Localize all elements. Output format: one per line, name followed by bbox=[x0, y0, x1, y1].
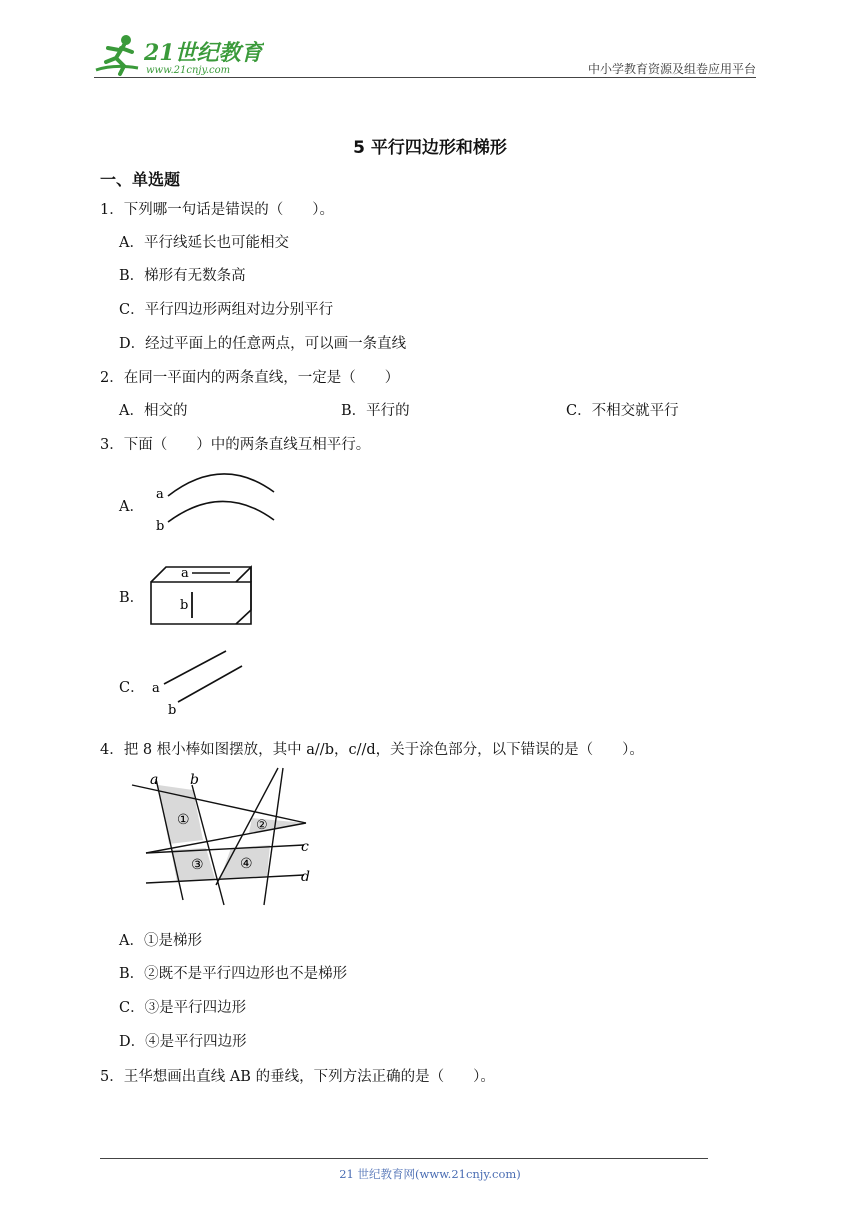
site-logo bbox=[94, 30, 264, 78]
question-2-stem: 2．在同一平面内的两条直线，一定是（ ） bbox=[100, 370, 400, 386]
question-1-option-a[interactable]: A．平行线延长也可能相交 bbox=[119, 235, 289, 251]
fig-b-label-a: a bbox=[181, 566, 189, 581]
question-2-option-c[interactable]: C．不相交就平行 bbox=[566, 403, 679, 419]
fig4-label-b: b bbox=[190, 772, 199, 788]
fig-a-label-a: a bbox=[156, 487, 164, 502]
figure-curved-lines bbox=[150, 462, 280, 534]
fig4-label-c: c bbox=[301, 839, 309, 855]
logo-text: 21世纪教育 bbox=[144, 40, 263, 66]
question-1-stem: 1．下列哪一句话是错误的（ ）。 bbox=[100, 202, 334, 218]
page-title: 5 平行四边形和梯形 bbox=[353, 138, 507, 158]
fig4-label-a: a bbox=[150, 772, 159, 788]
fig4-region-1: ① bbox=[177, 812, 190, 828]
question-3-option-b[interactable]: B． bbox=[119, 590, 145, 606]
figure-sticks bbox=[128, 765, 328, 910]
question-4-option-d[interactable]: D．④是平行四边形 bbox=[119, 1034, 247, 1050]
fig-c-label-a: a bbox=[152, 681, 160, 696]
question-4-option-b[interactable]: B．②既不是平行四边形也不是梯形 bbox=[119, 966, 348, 982]
question-2-option-a[interactable]: A．相交的 bbox=[119, 403, 188, 419]
question-1-option-d[interactable]: D．经过平面上的任意两点，可以画一条直线 bbox=[119, 336, 407, 352]
fig-b-label-b: b bbox=[180, 598, 189, 613]
fig-c-label-b: b bbox=[168, 703, 177, 718]
figure-parallel-lines bbox=[148, 646, 248, 718]
footer-link[interactable]: 21 世纪教育网(www.21cnjy.com) bbox=[339, 1167, 521, 1181]
question-1-option-c[interactable]: C．平行四边形两组对边分别平行 bbox=[119, 302, 334, 318]
figure-box-lines bbox=[148, 562, 258, 630]
fig4-region-2: ② bbox=[256, 818, 268, 833]
question-5-stem: 5．王华想画出直线 AB 的垂线，下列方法正确的是（ ）。 bbox=[100, 1069, 495, 1085]
footer-divider bbox=[100, 1158, 708, 1159]
fig4-region-4: ④ bbox=[240, 856, 253, 872]
question-4-option-c[interactable]: C．③是平行四边形 bbox=[119, 1000, 247, 1016]
fig-a-label-b: b bbox=[156, 519, 165, 534]
runner-icon bbox=[96, 35, 138, 74]
question-3-stem: 3．下面（ ）中的两条直线互相平行。 bbox=[100, 437, 371, 453]
fig4-label-d: d bbox=[301, 869, 310, 885]
question-4-option-a[interactable]: A．①是梯形 bbox=[119, 933, 202, 949]
question-3-option-c[interactable]: C． bbox=[119, 680, 145, 696]
question-1-option-b[interactable]: B．梯形有无数条高 bbox=[119, 268, 246, 284]
fig4-region-3: ③ bbox=[191, 857, 204, 873]
question-2-option-b[interactable]: B．平行的 bbox=[341, 403, 410, 419]
logo-url: www.21cnjy.com bbox=[146, 65, 231, 76]
header-platform-text: 中小学教育资源及组卷应用平台 bbox=[587, 62, 756, 76]
section-heading: 一、单选题 bbox=[100, 170, 181, 189]
question-4-stem: 4．把 8 根小棒如图摆放，其中 a//b，c//d，关于涂色部分，以下错误的是（ ）。 bbox=[100, 742, 644, 758]
question-3-option-a[interactable]: A． bbox=[119, 499, 144, 515]
header-divider bbox=[94, 77, 756, 78]
